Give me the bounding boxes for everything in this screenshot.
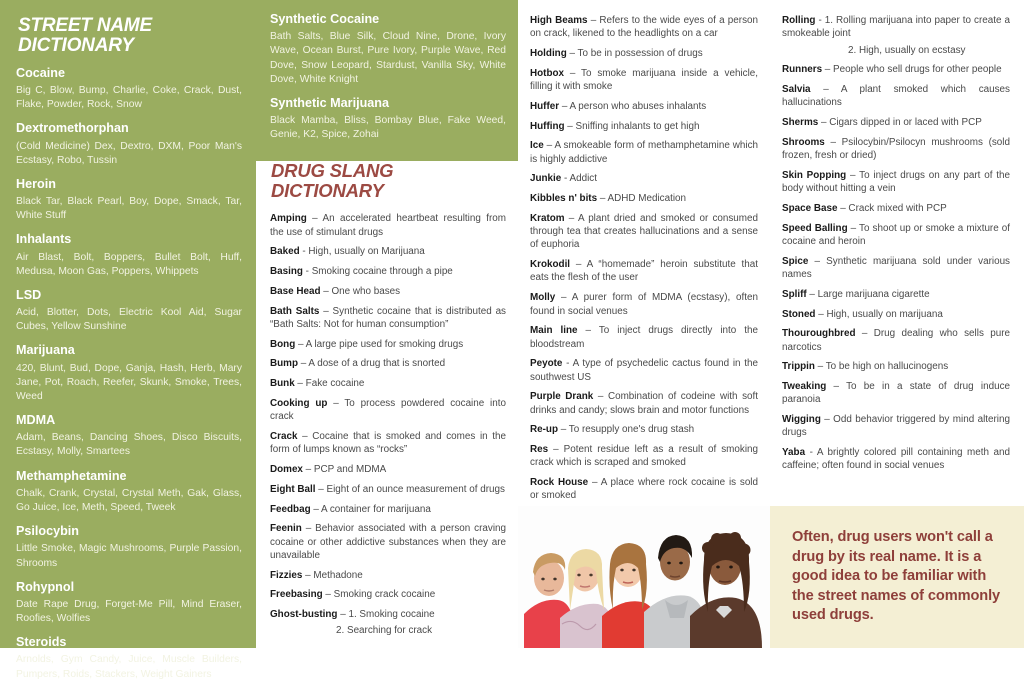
slang-term: Fizzies	[270, 569, 303, 581]
slang-term: Rolling	[782, 15, 816, 26]
slang-entry	[782, 380, 1010, 407]
slang-entry	[270, 588, 506, 601]
street-name-entry	[16, 66, 242, 113]
slang-definition: – 1. Smoking cocaine	[337, 609, 435, 621]
slang-entry	[530, 47, 758, 60]
slang-entry	[270, 357, 506, 370]
slang-entry	[782, 202, 1010, 215]
slang-definition-secondary: 2. Searching for crack	[336, 625, 433, 637]
slang-term: Holding	[530, 48, 567, 60]
slang-definition: – An accelerated heartbeat resulting from the use of stimulant drugs	[270, 213, 506, 238]
slang-definition: – Cocaine that is smoked and comes in the form of lumps known as “rocks”	[270, 430, 506, 456]
column-slang-h-r	[518, 0, 770, 509]
slang-term: Bong	[270, 338, 296, 350]
street-name-entry	[270, 12, 506, 87]
slang-definition: - High, usually on Marijuana	[299, 246, 425, 258]
slang-entry	[270, 377, 506, 390]
callout-text: Often, drug users won't call a drug by its real name. It is a good idea to be familiar with the street names of commonly used drugs.	[792, 529, 1001, 624]
slang-entry	[530, 443, 758, 470]
slang-term: Spliff	[782, 288, 807, 300]
column-slang-r-y	[770, 0, 1024, 479]
street-name-entry	[16, 343, 242, 404]
slang-definition-secondary: 2. High, usually on ecstasy	[848, 44, 966, 56]
slang-definition: – Synthetic cocaine that is distributed as “Bath Salts: Not for human consumption”	[270, 305, 506, 330]
slang-entry	[270, 285, 506, 298]
slang-entry	[530, 423, 758, 436]
callout-box	[770, 506, 1024, 648]
slang-entry	[530, 291, 758, 318]
slang-entry	[782, 308, 1010, 321]
slang-term: Junkie	[530, 173, 562, 185]
slang-term: Feedbag	[270, 503, 311, 515]
slang-entry	[530, 120, 758, 133]
slang-definition: – A “homemade” heroin substitute that eats the flesh of the user	[530, 259, 758, 284]
street-name-drug-label: Synthetic Cocaine	[270, 12, 380, 26]
slang-term: Ice	[530, 140, 544, 152]
slang-entry-list-column2	[270, 212, 506, 637]
street-name-drug-label: Marijuana	[16, 343, 75, 358]
slang-definition: – Synthetic marijuana sold under various names	[782, 255, 1010, 280]
street-name-entry	[16, 177, 242, 224]
slang-definition: - A type of psychedelic cactus found in the southwest US	[530, 358, 758, 383]
slang-definition: – Behavior associated with a person craving cocaine or other addictive substances when they are unavailable	[270, 523, 506, 561]
slang-definition: – To be in possession of drugs	[566, 48, 703, 60]
slang-definition: – To be in a state of drug induce paranoia	[782, 381, 1010, 406]
slang-term: Huffing	[530, 120, 565, 132]
street-name-entry	[16, 121, 242, 168]
slang-term: Domex	[270, 464, 303, 475]
street-name-terms: Date Rape Drug, Forget-Me Pill, Mind Eraser, Roofies, Wolfies	[16, 598, 242, 625]
slang-entry	[782, 255, 1010, 282]
street-name-entry	[16, 232, 242, 279]
slang-entry	[782, 14, 1010, 57]
slang-term: Huffer	[530, 100, 560, 112]
street-name-drug-label: Cocaine	[16, 65, 65, 80]
slang-definition: - A brightly colored pill containing meth and caffeine; often found in social venues	[782, 447, 1010, 472]
slang-term: Main line	[530, 325, 578, 337]
slang-term: Speed Balling	[782, 222, 848, 234]
street-name-terms: Bath Salts, Blue Silk, Cloud Nine, Drone, Ivory Wave, Ocean Burst, Pure Ivory, Purple Wave, Red Dove, Snow Leopard, Stardust, Vanilla Sky, White Dove, White Knight	[270, 31, 506, 85]
street-name-drug-label: Inhalants	[16, 232, 72, 247]
slang-definition: – Crack mixed with PCP	[837, 202, 947, 214]
slang-entry	[530, 100, 758, 113]
slang-definition: – A smokeable form of methamphetamine which is highly addictive	[530, 140, 758, 165]
slang-definition: – Smoking crack cocaine	[322, 589, 436, 601]
slang-entry	[270, 245, 506, 258]
slang-term: High Beams	[530, 15, 588, 26]
slang-entry	[782, 288, 1010, 301]
slang-definition: – Drug dealing who sells pure narcotics	[782, 328, 1010, 353]
street-name-drug-label: Steroids	[16, 635, 67, 650]
slang-definition: – Fake cocaine	[294, 378, 365, 390]
slang-definition: – Large marijuana cigarette	[806, 288, 930, 300]
slang-entry	[782, 327, 1010, 354]
slang-definition: – Odd behavior triggered by mind altering drugs	[782, 414, 1010, 439]
slang-entry	[782, 116, 1010, 129]
slang-entry	[270, 430, 506, 457]
slang-term: Crack	[270, 430, 298, 442]
street-name-terms: Air Blast, Bolt, Boppers, Bullet Bolt, Huff, Medusa, Moon Gas, Poppers, Whippets	[16, 251, 242, 277]
slang-entry	[530, 67, 758, 94]
street-name-drug-label: Methamphetamine	[16, 468, 127, 483]
slang-entry	[270, 569, 506, 582]
slang-term: Hotbox	[530, 67, 565, 79]
street-name-drug-label: Heroin	[16, 176, 56, 191]
slang-entry	[782, 83, 1010, 110]
slang-entry	[530, 14, 758, 41]
slang-term: Re-up	[530, 424, 558, 436]
street-name-entry	[270, 96, 506, 143]
slang-definition: – A purer form of MDMA (ecstasy), often found in social venues	[530, 292, 758, 317]
slang-definition: – To be high on hallucinogens	[814, 361, 949, 373]
slang-term: Res	[530, 444, 549, 456]
slang-term: Tweaking	[782, 381, 827, 393]
slang-entry	[782, 413, 1010, 440]
street-name-entry	[16, 580, 242, 627]
slang-term: Molly	[530, 292, 556, 304]
slang-term: Stoned	[782, 308, 816, 320]
slang-entry	[270, 338, 506, 351]
slang-entry	[270, 463, 506, 476]
section-title-drug-slang-dictionary: DRUG SLANG DICTIONARY	[271, 160, 394, 201]
street-name-terms: Chalk, Crank, Crystal, Crystal Meth, Gak, Glass, Go Juice, Ice, Meth, Speed, Tweek	[16, 487, 242, 513]
slang-entry	[530, 476, 758, 503]
slang-term: Freebasing	[270, 589, 323, 601]
slang-term: Trippin	[782, 361, 815, 373]
slang-definition: – Sniffing inhalants to get high	[564, 120, 700, 132]
slang-term: Spice	[782, 255, 809, 267]
slang-definition: – To smoke marijuana inside a vehicle, filling it with smoke	[530, 67, 758, 93]
slang-term: Ghost-busting	[270, 609, 338, 621]
slang-term: Basing	[270, 266, 303, 278]
slang-entry	[530, 172, 758, 185]
slang-definition: – A place where rock cocaine is sold or smoked	[530, 477, 758, 502]
slang-term: Feenin	[270, 523, 302, 535]
slang-entry	[270, 608, 506, 638]
slang-definition: – To shoot up or smoke a mixture of cocaine and heroin	[782, 222, 1011, 247]
slang-definition: – Psilocybin/Psilocyn mushrooms (sold frozen, fresh or dried)	[782, 136, 1010, 162]
slang-definition: – Combination of codeine with soft drinks and candy; slows brain and motor functions	[530, 391, 758, 416]
street-name-drug-label: Rohypnol	[16, 579, 75, 594]
slang-term: Kratom	[530, 212, 565, 224]
slang-definition: – To inject drugs directly into the bloodstream	[530, 325, 758, 350]
street-name-drug-label: Dextromethorphan	[16, 121, 129, 136]
slang-entry	[782, 169, 1010, 196]
street-name-entry-list	[16, 66, 242, 682]
slang-entry-list-column4	[782, 14, 1010, 473]
slang-term: Rock House	[530, 477, 589, 489]
slang-entry	[270, 265, 506, 278]
slang-term: Eight Ball	[270, 483, 316, 495]
slang-entry	[782, 222, 1010, 249]
slang-term: Skin Popping	[782, 169, 847, 181]
slang-entry	[530, 192, 758, 205]
slang-term: Sherms	[782, 117, 819, 129]
slang-entry	[270, 212, 506, 239]
street-name-terms: 420, Blunt, Bud, Dope, Ganja, Hash, Herb, Mary Jane, Pot, Roach, Reefer, Skunk, Smoke, Trees, Weed	[16, 362, 242, 402]
street-name-drug-label: LSD	[16, 287, 42, 302]
slang-entry	[270, 305, 506, 332]
street-name-entry	[16, 413, 242, 460]
slang-entry	[530, 324, 758, 351]
street-name-terms: Adam, Beans, Dancing Shoes, Disco Biscuits, Ecstasy, Molly, Smartees	[16, 432, 242, 458]
street-name-entry	[16, 635, 242, 682]
slang-definition: – PCP and MDMA	[302, 464, 387, 475]
teenagers-photo	[518, 506, 770, 648]
slang-definition: – Methadone	[302, 569, 363, 581]
column-synthetic-and-slang-a-g	[256, 0, 518, 644]
street-name-terms: Black Tar, Black Pearl, Boy, Dope, Smack, Tar, White Stuff	[16, 196, 242, 222]
slang-entry	[782, 360, 1010, 373]
slang-definition: – ADHD Medication	[597, 193, 687, 205]
slang-term: Bunk	[270, 378, 295, 390]
teenagers-photo-illustration	[518, 506, 770, 648]
slang-entry	[270, 397, 506, 424]
street-name-terms: Acid, Blotter, Dots, Electric Kool Aid, Sugar Cubes, Yellow Sunshine	[16, 307, 242, 333]
slang-definition: – To process powdered cocaine into crack	[270, 397, 506, 423]
slang-term: Thouroughbred	[782, 328, 856, 340]
slang-term: Amping	[270, 213, 307, 225]
slang-definition: – A person who abuses inhalants	[559, 100, 707, 112]
slang-definition: – To inject drugs on any part of the body without hitting a vein	[782, 169, 1010, 195]
street-name-terms: Big C, Blow, Bump, Charlie, Coke, Crack, Dust, Flake, Powder, Rock, Snow	[16, 84, 242, 111]
street-name-drug-label: Psilocybin	[16, 524, 79, 539]
street-name-terms: (Cold Medicine) Dex, Dextro, DXM, Poor Man's Ecstasy, Robo, Tussin	[16, 140, 242, 166]
slang-definition: – Refers to the wide eyes of a person on crack, likened to the headlights on a car	[530, 15, 758, 40]
slang-entry	[782, 446, 1010, 473]
slang-definition: - Smoking cocaine through a pipe	[302, 266, 453, 278]
slang-term: Base Head	[270, 285, 321, 297]
street-name-terms: Arnolds, Gym Candy, Juice, Muscle Builders, Pumpers, Roids, Stackers, Weight Gainers	[16, 654, 242, 680]
street-name-drug-label: MDMA	[16, 413, 56, 428]
street-name-entry-list-continued	[270, 12, 506, 142]
slang-definition: – High, usually on marijuana	[815, 308, 943, 320]
slang-definition: – A plant dried and smoked or consumed through tea that creates hallucinations and a sense of euphoria	[530, 212, 758, 251]
slang-entry	[782, 136, 1010, 163]
slang-definition: – A large pipe used for smoking drugs	[295, 338, 464, 350]
slang-term: Yaba	[782, 447, 806, 459]
slang-term: Krokodil	[530, 259, 571, 271]
slang-definition: - 1. Rolling marijuana into paper to create a smokeable joint	[782, 15, 1010, 40]
slang-term: Cooking up	[270, 397, 328, 409]
street-name-entry	[16, 524, 242, 571]
slang-entry	[270, 483, 506, 496]
slang-term: Space Base	[782, 202, 838, 214]
slang-term: Peyote	[530, 358, 563, 370]
slang-definition: – Eight of an ounce measurement of drugs	[315, 483, 505, 495]
slang-entry	[530, 357, 758, 384]
slang-term: Runners	[782, 64, 823, 76]
column-street-name-dictionary	[0, 0, 256, 691]
slang-entry	[270, 503, 506, 516]
slang-term: Wigging	[782, 414, 821, 426]
slang-entry	[782, 63, 1010, 76]
slang-term: Bump	[270, 358, 298, 370]
slang-definition: – One who bases	[320, 285, 401, 297]
slang-definition: – A dose of a drug that is snorted	[297, 358, 446, 370]
street-name-entry	[16, 288, 242, 335]
street-name-entry	[16, 469, 242, 516]
slang-entry	[530, 258, 758, 285]
slang-entry-list-column3	[530, 14, 758, 503]
slang-entry	[270, 522, 506, 562]
slang-term: Shrooms	[782, 136, 825, 148]
slang-term: Kibbles n' bits	[530, 193, 598, 205]
slang-definition: - Addict	[561, 173, 597, 185]
slang-definition: – A plant smoked which causes hallucinations	[782, 84, 1010, 109]
slang-definition: – Potent residue left as a result of smoking crack which is scraped and smoked	[530, 444, 758, 469]
slang-definition: – To resupply one's drug stash	[557, 424, 695, 436]
page-title-street-name-dictionary: STREET NAME DICTIONARY	[18, 15, 152, 56]
slang-entry	[530, 390, 758, 417]
slang-term: Salvia	[782, 84, 811, 96]
street-name-terms: Black Mamba, Bliss, Bombay Blue, Fake Weed, Genie, K2, Spice, Zohai	[270, 115, 506, 141]
slang-definition: – People who sell drugs for other people	[822, 64, 1002, 76]
slang-definition: – A container for marijuana	[310, 503, 431, 515]
street-name-terms: Little Smoke, Magic Mushrooms, Purple Passion, Shrooms	[16, 543, 242, 569]
street-name-drug-label: Synthetic Marijuana	[270, 95, 389, 110]
slang-term: Baked	[270, 246, 300, 258]
slang-term: Purple Drank	[530, 391, 594, 403]
slang-entry	[530, 139, 758, 166]
slang-entry	[530, 212, 758, 252]
slang-definition: – Cigars dipped in or laced with PCP	[818, 117, 982, 129]
slang-term: Bath Salts	[270, 305, 320, 317]
